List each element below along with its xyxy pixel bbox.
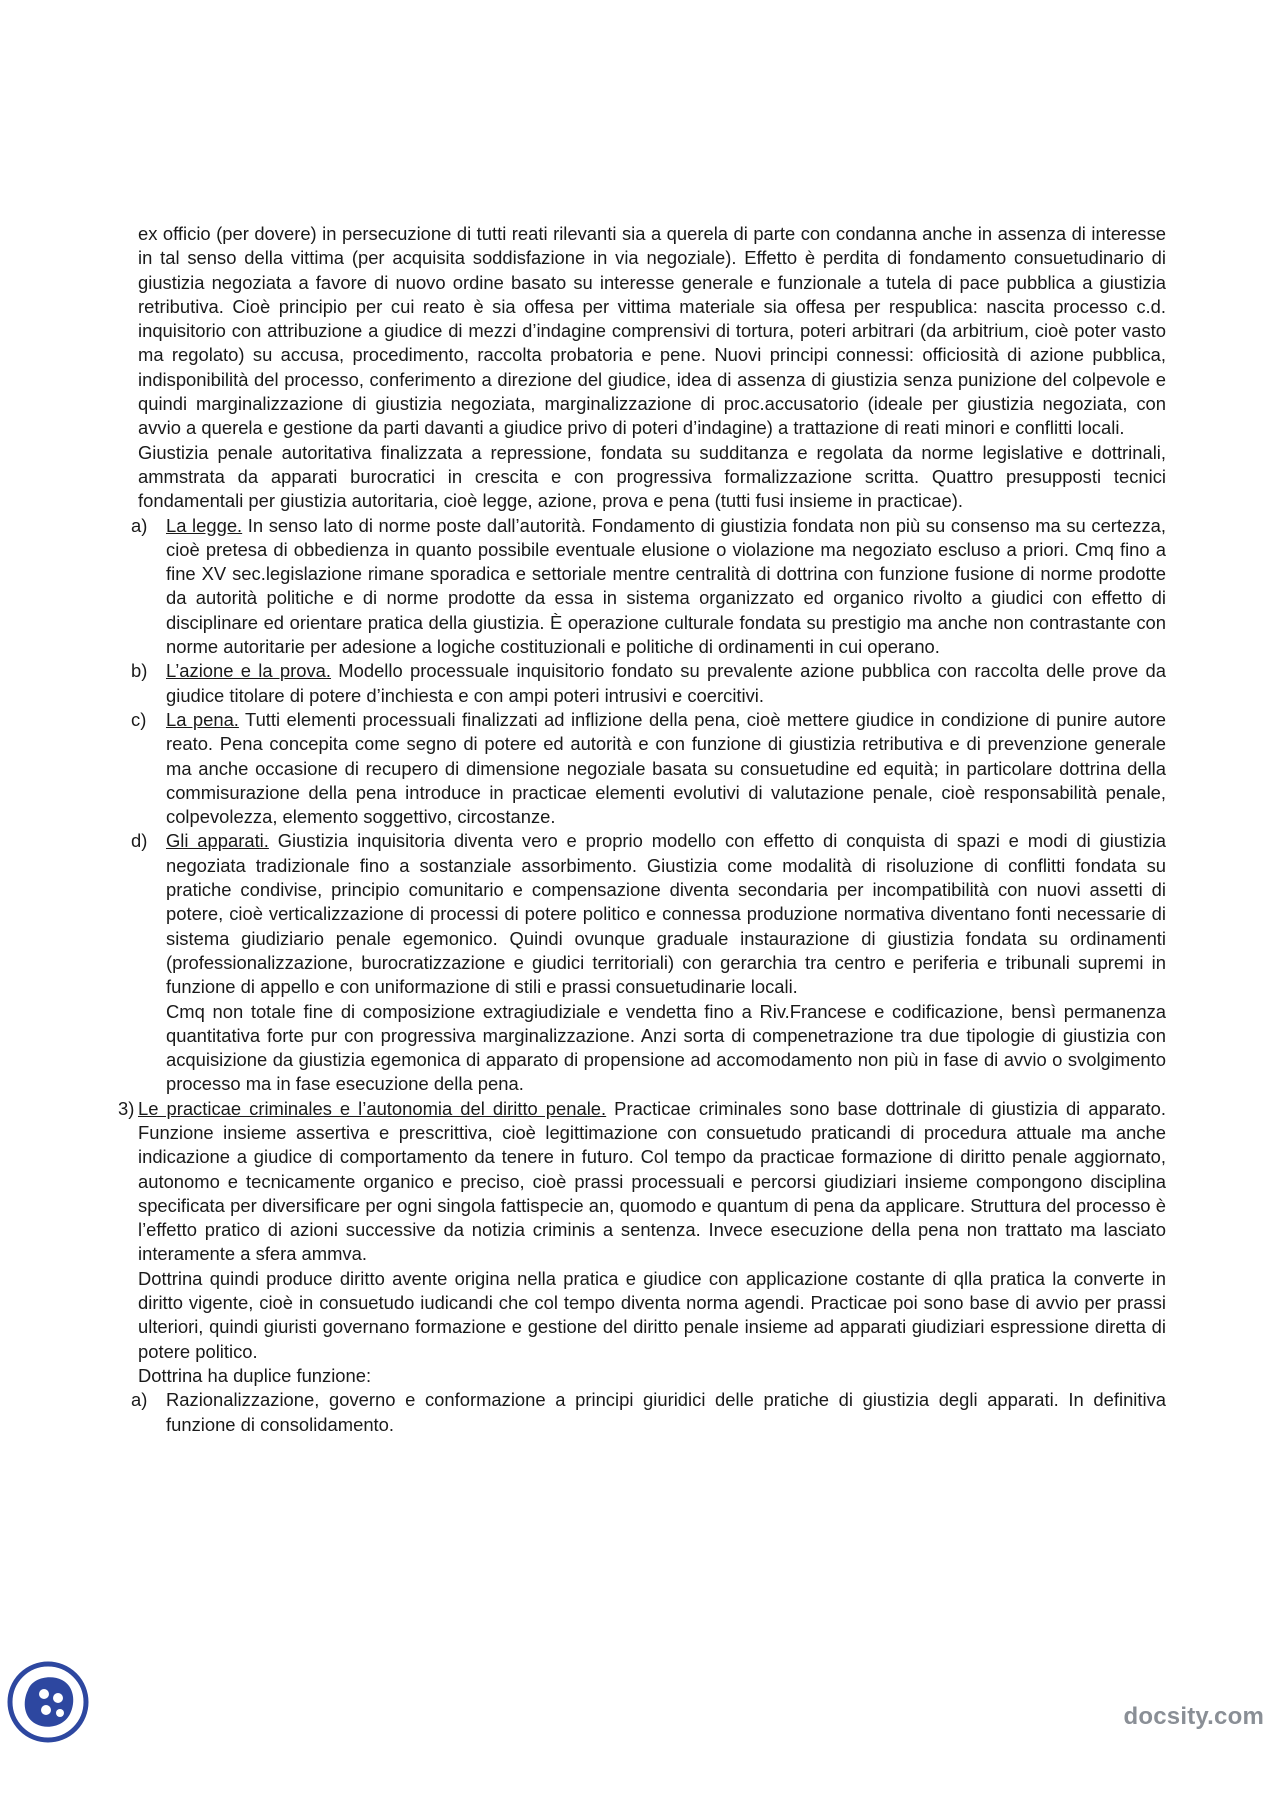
list-marker: d) (131, 830, 148, 852)
item-title: L’azione e la prova. (166, 660, 332, 682)
list-marker: c) (131, 708, 147, 730)
list-marker: a) (131, 514, 148, 536)
item-text: In senso lato di norme poste dall’autorità. Fondamento di giustizia fondata non più su consenso ma su certezza, cioè pretesa di obbedienza in quanto possibile eventuale elusione o violazione ma negoziato escluso a priori. Cmq fino a fine XV sec.legislazione rimane sporadica e settoriale mentre centralità di dottrina con funzione fusione di norme prodotte da autorità politiche e di norme prodotte da essa in sistema organizzato ed organico rivolto a giudici con effetto di disciplinare ed orientare pratica della giustizia. È operazione culturale fondata su prestigio ma anche non contrastante con norme autoritarie per adesione a logiche costituzionali e politiche di ordinamenti in cui operano. (166, 514, 1166, 658)
list-item-pena (131, 708, 1166, 829)
list-item-razionalizzazione (131, 1388, 1166, 1437)
paragraph-funzione: Dottrina ha duplice funzione: (138, 1364, 372, 1386)
list-marker: a) (131, 1389, 148, 1411)
item-title: La legge. (166, 514, 243, 536)
paragraph-intro: ex officio (per dovere) in persecuzione di tutti reati rilevanti sia a querela di parte con condanna anche in assenza di interesse in tal senso della vittima (per acquisita soddisfazione in via negoziale). Effetto è perdita di fondamento consuetudinario di giustizia negoziata a favore di nuovo ordine basato su interesse generale e funzionale a tutela di pace pubblica a giustizia retributiva. Cioè principio per cui reato è sia offesa per vittima materiale sia offesa per respublica: nascita processo c.d. inquisitorio con attribuzione a giudice di mezzi d’indagine comprensivi di tortura, poteri arbitrari (da arbitrium, cioè poter vasto ma regolato) su accusa, procedimento, raccolta probatoria e pene. Nuovi principi connessi: officiosità di azione pubblica, indisponibilità del processo, conferimento a direzione del giudice, idea di assenza di giustizia senza punizione del colpevole e quindi marginalizzazione di giustizia negoziata, marginalizzazione di proc.accusatorio (ideale per giustizia negoziata, con avvio a querela e gestione da parti davanti a giudice privo di poteri d’indagine) a trattazione di reati minori e conflitti locali. (138, 223, 1166, 439)
paragraph-autoritativa: Giustizia penale autoritativa finalizzata a repressione, fondata su sudditanza e regolata da norme legislative e dottrinali, ammstrata da apparati burocratici in crescita e con progressiva formalizzazione scritta. Quattro presupposti tecnici fondamentali per giustizia autoritaria, cioè legge, azione, prova e pena (tutti fusi insieme in practicae). (138, 441, 1166, 512)
item-text: Tutti elementi processuali finalizzati ad inflizione della pena, cioè mettere giudice in condizione di punire autore reato. Pena concepita come segno di potere ed autorità e con funzione di giustizia retributiva e di prevenzione generale ma anche occasione di recupero di dimensione negoziale basata su consuetudine ed equità; in particolare dottrina della commisurazione della pena introduce in practicae elementi evolutivi di valutazione penale, cioè responsabilità penale, colpevolezza, elemento soggettivo, circostanze. (166, 708, 1166, 828)
section-marker: 3) (118, 1097, 135, 1119)
paragraph-apparati-continuation: Cmq non totale fine di composizione extragiudiziale e vendetta fino a Riv.Francese e codificazione, bensì permanenza quantitativa forte pur con progressiva marginalizzazione. Anzi sorta di compenetrazione tra due tipologie di giustizia con acquisizione da giustizia egemonica di apparato di propensione ad accomodamento non più in fase di avvio o svolgimento processo ma in fase esecuzione della pena. (166, 1000, 1166, 1095)
paragraph-dottrina: Dottrina quindi produce diritto avente origina nella pratica e giudice con applicazione costante di qlla pratica la converte in diritto vigente, cioè in consuetudo iudicandi che col tempo diventa norma agendi. Practicae poi sono base di avvio per prassi ulteriori, quindi giuristi governano formazione e gestione del diritto penale insieme ad apparati giudiziari espressione diretta di potere politico. (138, 1267, 1166, 1362)
item-text: Modello processuale inquisitorio fondato su prevalente azione pubblica con raccolta delle prove da giudice titolare di potere d’inchiesta e con ampi poteri intrusivi e coercitivi. (166, 660, 1166, 706)
item-text: Giustizia inquisitoria diventa vero e proprio modello con effetto di conquista di spazi e modi di giustizia negoziata tradizionale fino a sostanziale assorbimento. Giustizia come modalità di risoluzione di conflitti fondata su pratiche condivise, principio comunitario e compensazione diventa secondaria per incompatibilità con nuovi assetti di potere, cioè verticalizzazione di processi di potere politico e connessa produzione normativa diventano fonti necessarie di sistema giudiziario penale egemonico. Quindi ovunque graduale instaurazione di giustizia fondata su ordinamenti (professionalizzazione, burocratizzazione e giudici territoriali) con gerarchia tra centro e periferia e tribunali supremi in funzione di appello e con uniformazione di stili e prassi consuetudinarie locali. (166, 830, 1167, 998)
list-marker: b) (131, 660, 148, 682)
docsity-brand-link[interactable]: docsity.com (1123, 1703, 1264, 1730)
item-title: Gli apparati. (166, 830, 269, 852)
list-item-apparati (131, 829, 1167, 999)
item-title: La pena. (166, 708, 239, 730)
section-text: Practicae criminales sono base dottrinale di giustizia di apparato. Funzione insieme assertiva e prescrittiva, cioè legittimazione con consuetudo praticandi di procedura attuale ma anche indicazione a giudice di comportamento da tenere in futuro. Col tempo da practicae formazione di diritto penale aggiornato, autonomo e tecnicamente organico e preciso, cioè prassi processuali e percorsi giudiziari insieme compongono disciplina specificata per diversificare per ogni singola fattispecie an, quomodo e quantum di pena da applicare. Struttura del processo è l’effetto pratico di azioni successive da notizia criminis a sentenza. Invece esecuzione della pena non trattato ma lasciato interamente a sfera ammva. (138, 1097, 1166, 1265)
section-title: Le practicae criminales e l’autonomia del diritto penale. (138, 1097, 607, 1119)
list-item-azione-prova (131, 659, 1166, 708)
section-3 (118, 1097, 1166, 1267)
document-body (118, 222, 1167, 1437)
list-item-legge (131, 514, 1166, 660)
item-text: Razionalizzazione, governo e conformazione a principi giuridici delle pratiche di giustizia degli apparati. In definitiva funzione di consolidamento. (166, 1389, 1166, 1435)
docsity-logo-icon[interactable] (6, 1660, 90, 1744)
